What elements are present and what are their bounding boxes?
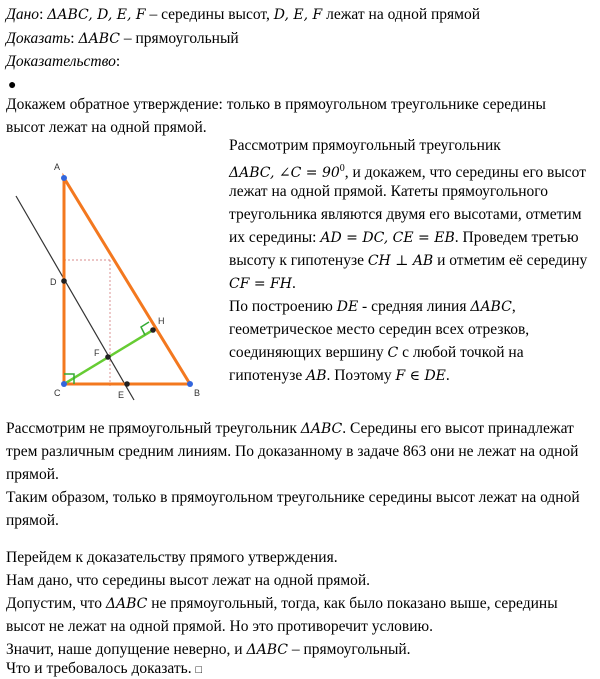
cf-fh-math: CF = FH (229, 276, 292, 292)
intro-line-1: Докажем обратное утверждение: только в прямоугольном треугольнике середины (6, 96, 546, 113)
label-d: D (50, 277, 57, 287)
final-line-3-text: Допустим, что (6, 595, 106, 612)
right-line-5-text2: . Проведем третью (454, 229, 579, 246)
final-line-2: Нам дано, что середины высот лежат на одной прямой. (6, 572, 371, 589)
right-line-8 (229, 298, 516, 316)
lower-line-1-math: ΔABC (300, 421, 343, 437)
point-f (105, 354, 111, 360)
point-b (187, 381, 193, 387)
prove-text: – прямоугольный (119, 30, 239, 47)
lower-line-1 (6, 420, 574, 438)
label-a: A (54, 162, 61, 172)
prove-line: Доказать: ΔABC – прямоугольный (6, 30, 239, 47)
final-line-3-math: ΔABC (105, 596, 148, 612)
right-line-6-text2: и отметим её середину (433, 252, 588, 269)
right-line-2 (229, 160, 586, 182)
intro-line-2: высот лежат на одной прямой. (6, 119, 207, 136)
de-math: DE (336, 299, 359, 315)
degree-sup: 0 (339, 163, 345, 174)
lower-line-4: Таким образом, только в прямоугольном треугольнике середины высот лежат на одной (6, 489, 580, 506)
final-line-3-text2: не прямоугольный, тогда, как было показано выше, середины (147, 595, 558, 612)
triangle-figure (8, 148, 228, 408)
right-line-2-text: , и докажем, что середины его высот (344, 164, 586, 182)
final-line-5-text: Значит, наше допущение неверно, и (6, 641, 247, 658)
lower-line-3: прямой. (6, 466, 59, 483)
right-line-6-text: высоту к гипотенузе (229, 252, 368, 269)
lower-line-2: трем различным средним линиям. По доказанному в задаче 863 они не лежат на одной (6, 443, 579, 460)
final-line-5-text2: – прямоугольный. (287, 641, 411, 658)
prove-label: Доказать (6, 30, 71, 47)
point-h (150, 327, 156, 333)
right-line-3: лежат на одной прямой. Катеты прямоугольного (229, 183, 548, 200)
lower-line-1-text: Рассмотрим не прямоугольный треугольник (6, 420, 301, 437)
label-c: C (54, 388, 61, 398)
final-line-4: высот не лежат на одной прямой. Но это противоречит условию. (6, 618, 433, 635)
point-a (61, 175, 67, 181)
final-line-6-text: Что и требовалось доказать. (6, 660, 192, 677)
triangle-abc (64, 178, 190, 384)
midpoints-math: AD = DC, CE = EB (320, 230, 455, 246)
f-in-de-math: F ∈ DE (395, 368, 446, 384)
right-line-10 (229, 344, 524, 362)
lower-line-1-text2: . Середины его высот принадлежат (342, 420, 574, 437)
perp-math: CH ⊥ AB (367, 253, 434, 269)
qed-mark: □ (195, 664, 203, 676)
right-line-8-text: По построению (229, 298, 337, 315)
given-text: – середины высот, (145, 6, 274, 23)
given-label: Дано (6, 6, 40, 23)
right-line-10-text: соединяющих вершину (229, 344, 388, 361)
right-line-4: треугольника являются двумя его высотами, отметим (229, 206, 582, 223)
point-e (124, 381, 130, 387)
right-line-7 (229, 275, 296, 293)
proof-heading: Доказательство: (6, 53, 121, 70)
right-line-11-text3: . (445, 367, 450, 384)
point-c (61, 381, 67, 387)
right-line-11 (229, 367, 450, 385)
right-line-8-text3: , (511, 298, 516, 315)
right-line-5-text: их середины: (229, 229, 321, 246)
right-line-6 (229, 252, 587, 270)
lower-line-5: прямой. (6, 512, 59, 529)
proof-label: Доказательство (6, 53, 116, 70)
right-line-1: Рассмотрим прямоугольный треугольник (229, 137, 501, 154)
final-line-1: Перейдем к доказательству прямого утверждения. (6, 549, 338, 566)
label-b: B (194, 388, 201, 398)
right-line-11-text: гипотенузе (229, 367, 307, 384)
given-line: Дано: ΔABC, D, E, F – середины высот, D, E, F лежат на одной прямой (6, 6, 481, 23)
right-line-7-text: . (291, 275, 296, 292)
final-line-6 (6, 660, 202, 679)
prove-math: ΔABC (78, 31, 120, 47)
right-line-10-text2: с любой точкой на (398, 344, 524, 361)
right-line-9: геометрическое место середин всех отрезков, (229, 321, 530, 338)
label-f: F (94, 348, 100, 358)
final-line-3 (6, 595, 558, 613)
right-line-8-text2: - средняя линия (358, 298, 471, 315)
given-math: ΔABC, D, E, F (47, 7, 146, 23)
midline-de (16, 196, 134, 400)
c-math: C (387, 345, 399, 361)
bullet-icon: ● (8, 78, 17, 93)
given-text2: лежат на одной прямой (322, 6, 481, 23)
final-line-5-math: ΔABC (246, 642, 288, 658)
right-line-11-text2: . Поэтому (326, 367, 396, 384)
final-line-5 (6, 641, 411, 659)
right-line-5 (229, 229, 579, 247)
point-d (61, 278, 67, 284)
label-e: E (118, 390, 125, 400)
abc-math: ΔABC (470, 299, 512, 315)
ab-math: AB (306, 368, 327, 384)
label-h: H (158, 316, 165, 326)
angle-math: ΔABC, ∠C = 90 (229, 165, 340, 182)
given-math2: D, E, F (273, 7, 323, 23)
